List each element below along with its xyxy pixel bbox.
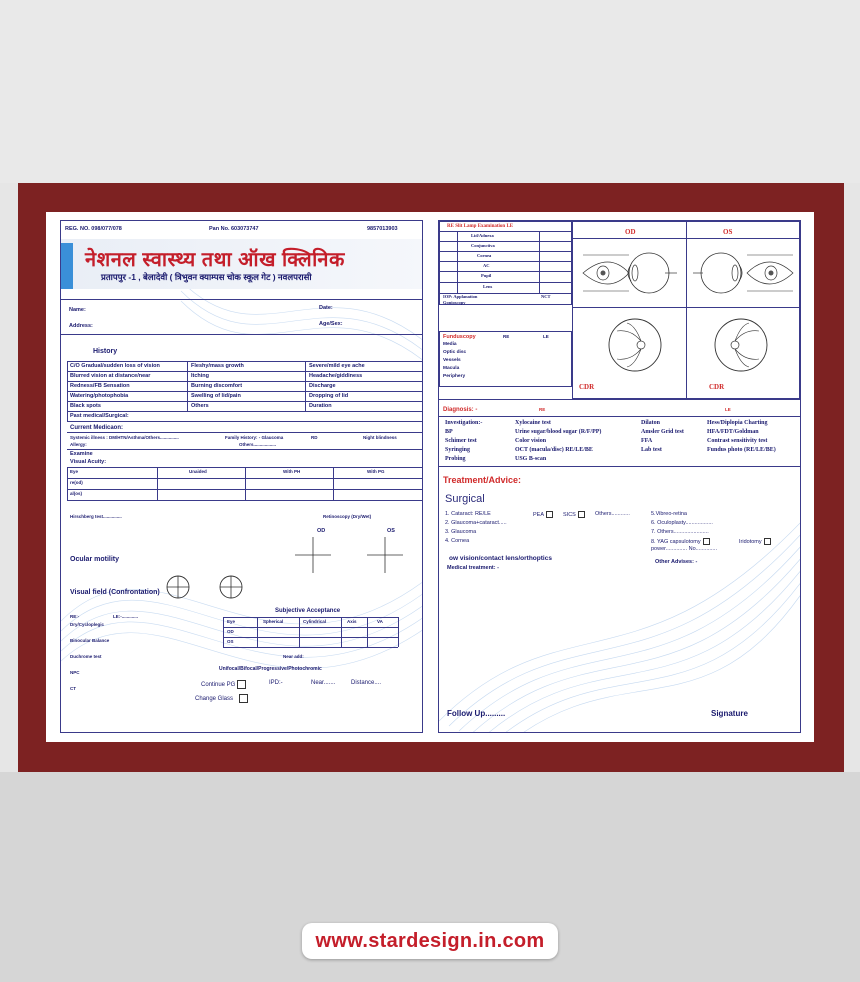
history-item: Duration <box>309 403 332 409</box>
fundus-re-label: RE <box>503 334 510 339</box>
hirschberg-label: Hirschberg test............... <box>70 514 122 519</box>
other-advises-label: Other Advises: - <box>655 559 698 565</box>
current-medication-label: Current Medicaon: <box>70 425 124 431</box>
visual-field-label: Visual field (Confrontation) <box>70 589 160 596</box>
fundus-row-label: Periphery <box>443 374 466 379</box>
reg-number: REG. NO. 098/077/078 <box>65 226 122 232</box>
va-row-label: al(os) <box>70 491 83 496</box>
investigation-item: FFA <box>641 438 653 444</box>
surgical-heading: Surgical <box>445 493 485 505</box>
investigation-item: OCT (macula/disc) RE/LE/BE <box>515 447 593 453</box>
slit-row-label: Lid/Adnexa <box>471 233 494 238</box>
history-item: Fleshy/mass growth <box>191 363 244 369</box>
investigation-item: Color vision <box>515 438 547 444</box>
history-item: Others <box>191 403 209 409</box>
os-label: OS <box>723 228 733 236</box>
change-glass-checkbox[interactable] <box>239 694 248 703</box>
night-blindness-label: Night blindness <box>363 435 397 440</box>
slit-lamp-heading: RE Slit Lamp Examination LE <box>447 224 514 229</box>
pan-number: Pan No. 603073747 <box>209 226 259 232</box>
surgery-glaucoma: 3. Glaucoma <box>445 529 477 535</box>
od-label: OD <box>625 228 636 236</box>
fundus-row-label: Optic disc <box>443 350 467 355</box>
funduscopy-heading: Funduscopy <box>443 334 476 340</box>
surgery-yag: 8. YAG capsulotomy <box>651 538 710 545</box>
investigation-item: Syringing <box>445 447 471 453</box>
history-item: Itching <box>191 373 210 379</box>
fundus-os-icon <box>711 315 771 375</box>
clinic-address: प्रतापपुर -1 , बेलादेवी ( त्रिभुवन क्याम्पस चोक स्कूल गेट ) नवलपरासी <box>101 272 312 282</box>
signature-label: Signature <box>711 709 748 718</box>
age-sex-label: Age/Sex: <box>319 321 343 327</box>
retinoscopy-cross-icons <box>295 533 415 573</box>
slit-row-label: Lens <box>483 284 493 289</box>
binocular-balance-label: Binocular Balance <box>70 638 110 643</box>
history-heading: History <box>93 348 118 355</box>
history-item: Severe/mild eye ache <box>309 363 365 369</box>
investigation-item: HFA/FDT/Goldman <box>707 429 759 435</box>
continue-pg-label: Continue PG <box>201 680 246 689</box>
surgery-cornea: 4. Cornea <box>445 538 470 544</box>
va-header: With PH <box>283 469 301 474</box>
iridotomy-checkbox[interactable] <box>764 538 771 545</box>
history-item: Swelling of lid/pain <box>191 393 241 399</box>
others-option: Others............ <box>595 511 630 517</box>
iridotomy-option: Iridotomy <box>739 538 771 545</box>
pea-checkbox[interactable] <box>546 511 553 518</box>
background-top <box>0 0 860 183</box>
va-row-label: re(od) <box>70 480 83 485</box>
cdr-right-label: CDR <box>709 383 725 391</box>
visual-acuity-label: Visual Acuity: <box>70 459 107 465</box>
investigation-item: Hess/Diplopia Charting <box>707 420 768 426</box>
surgery-cataract: 1. Cataract: RE/LE <box>445 511 491 517</box>
yag-checkbox[interactable] <box>703 538 710 545</box>
retinoscopy-os-label: OS <box>387 528 395 534</box>
diagnosis-le-label: LE <box>725 407 731 412</box>
history-item: Dropping of lid <box>309 393 349 399</box>
swirl-decoration-left <box>61 221 423 733</box>
power-field: power.............. No.............. <box>651 546 718 552</box>
rx-header: Eye <box>227 619 236 624</box>
fundus-le-label: LE <box>543 334 549 339</box>
surgery-others: 7. Others....................... <box>651 529 709 535</box>
duochrome-label: Duchrome test <box>70 654 102 659</box>
pea-option: PEA <box>533 511 553 518</box>
history-item: Redness/FB Sensation <box>70 383 130 389</box>
re-label: RE:- <box>70 614 80 619</box>
history-item: Watering/photophobia <box>70 393 129 399</box>
left-form-page <box>60 220 423 733</box>
near-add-label: Near add: <box>283 654 304 659</box>
investigation-item: Dilaton <box>641 420 661 426</box>
right-form-page <box>438 220 801 733</box>
history-item: Burning discomfort <box>191 383 243 389</box>
fundus-row-label: Media <box>443 342 457 347</box>
rx-header: Cylindrical <box>303 619 327 624</box>
history-item: Headache/giddiness <box>309 373 363 379</box>
low-vision-label: ow vision/contact lens/orthoptics <box>449 555 552 562</box>
cdr-left-label: CDR <box>579 383 595 391</box>
divider <box>61 299 423 300</box>
past-medical-label: Past medical/Surgical: <box>70 413 129 419</box>
surgery-glaucoma-cataract: 2. Glaucoma+cataract..... <box>445 520 507 526</box>
fundus-od-icon <box>605 315 665 375</box>
investigation-item: Contrast sensitivity test <box>707 438 768 444</box>
le-label: LE:-............. <box>113 614 139 619</box>
family-history-label: Family History: - Glaucoma <box>225 435 284 440</box>
retinoscopy-label: Retinoscopy (Dry/Wet) <box>323 514 372 519</box>
visual-field-circle-icons <box>165 574 255 600</box>
treatment-heading: Treatment/Advice: <box>443 475 522 485</box>
ct-label: CT <box>70 686 76 691</box>
investigation-item: Probing <box>445 456 466 462</box>
slit-row-label: Pupil <box>481 273 492 278</box>
va-header: Unaided <box>189 469 207 474</box>
subjective-acceptance-heading: Subjective Acceptance <box>275 608 341 614</box>
near-label: Near....... <box>311 680 336 686</box>
nct-label: NCT <box>541 294 551 299</box>
header-accent-bar <box>61 243 73 289</box>
continue-pg-checkbox[interactable] <box>237 680 246 689</box>
fundus-row-label: Macula <box>443 366 460 371</box>
slit-row-label: AC <box>483 263 490 268</box>
history-item: Black spots <box>70 403 101 409</box>
sics-option: SICS <box>563 511 585 518</box>
rx-header: Axis <box>347 619 357 624</box>
rd-label: RD <box>311 435 318 440</box>
history-item: C/O Gradual/sudden loss of vision <box>70 363 160 369</box>
follow-up-label: Follow Up......... <box>447 709 506 718</box>
diagnosis-re-label: RE <box>539 407 546 412</box>
rx-header: VA <box>377 619 383 624</box>
va-header: With PG <box>367 469 385 474</box>
eye-cross-section-os-icon <box>691 243 797 303</box>
address-label: Address: <box>69 323 93 329</box>
name-label: Name: <box>69 307 86 313</box>
investigation-item: USG B-scan <box>515 456 547 462</box>
investigation-item: Fundus photo (RE/LE/BE) <box>707 447 776 453</box>
others-label: Others.................. <box>239 442 277 447</box>
retinoscopy-od-label: OD <box>317 528 326 534</box>
rx-row-label: OD <box>227 629 234 634</box>
va-header: Eye <box>70 469 79 474</box>
gonioscopy-label: Gonioscopy <box>443 300 466 305</box>
ocular-motility-label: Ocular motility <box>70 556 120 563</box>
history-item: Blurred vision at distance/near <box>70 373 151 379</box>
investigation-item: Amsler Grid test <box>641 429 684 435</box>
medical-treatment-label: Medical treatment: - <box>447 565 499 571</box>
surgery-vitreo-retina: 5.Vibreo-retina <box>651 511 687 517</box>
systemic-illness-label: Systemic illness : DM/HTN/Asthma/Others............... <box>70 435 179 440</box>
sics-checkbox[interactable] <box>578 511 585 518</box>
date-label: Date: <box>319 305 333 311</box>
website-url: www.stardesign.in.com <box>302 923 558 959</box>
investigation-item: Schimer test <box>445 438 477 444</box>
change-glass-label: Change Glass <box>195 694 248 703</box>
clinic-title: नेशनल स्वास्थ्य तथा ऑख क्लिनिक <box>85 249 345 271</box>
investigation-item: BP <box>445 429 453 435</box>
diagnosis-label: Diagnosis: - <box>443 407 478 413</box>
slit-row-label: Cornea <box>477 253 492 258</box>
surgery-oculoplasty: 6. Oculoplasty.................. <box>651 520 713 526</box>
lens-type-label: Unifocal/Bifocal/Progressive/Photochromic <box>219 666 322 672</box>
slit-row-label: Conjunctiva <box>471 243 495 248</box>
paper-sheet <box>46 212 814 742</box>
allergy-label: Allergy: <box>70 442 87 447</box>
investigation-item: Xylocaine test <box>515 420 551 426</box>
phone-number: 9857013903 <box>367 226 398 232</box>
iop-label: IOP: Applanation <box>443 294 478 299</box>
fundus-row-label: Vessels <box>443 358 461 363</box>
investigation-item: Investigation:- <box>445 420 483 426</box>
ipd-label: IPD:- <box>269 680 283 686</box>
distance-label: Distance.... <box>351 680 382 686</box>
dry-cycloplegic-label: Dry/Cycloplegic <box>70 622 105 627</box>
history-item: Discharge <box>309 383 336 389</box>
rx-row-label: OS <box>227 639 234 644</box>
rx-header: Spherical <box>263 619 284 624</box>
divider <box>61 334 423 335</box>
npc-label: NPC <box>70 670 80 675</box>
examine-label: Examine <box>70 451 93 457</box>
investigation-item: Lab test <box>641 447 662 453</box>
eye-cross-section-od-icon <box>579 243 679 303</box>
investigation-item: Urine sugar/blood sugar (R/F/PP) <box>515 429 602 435</box>
